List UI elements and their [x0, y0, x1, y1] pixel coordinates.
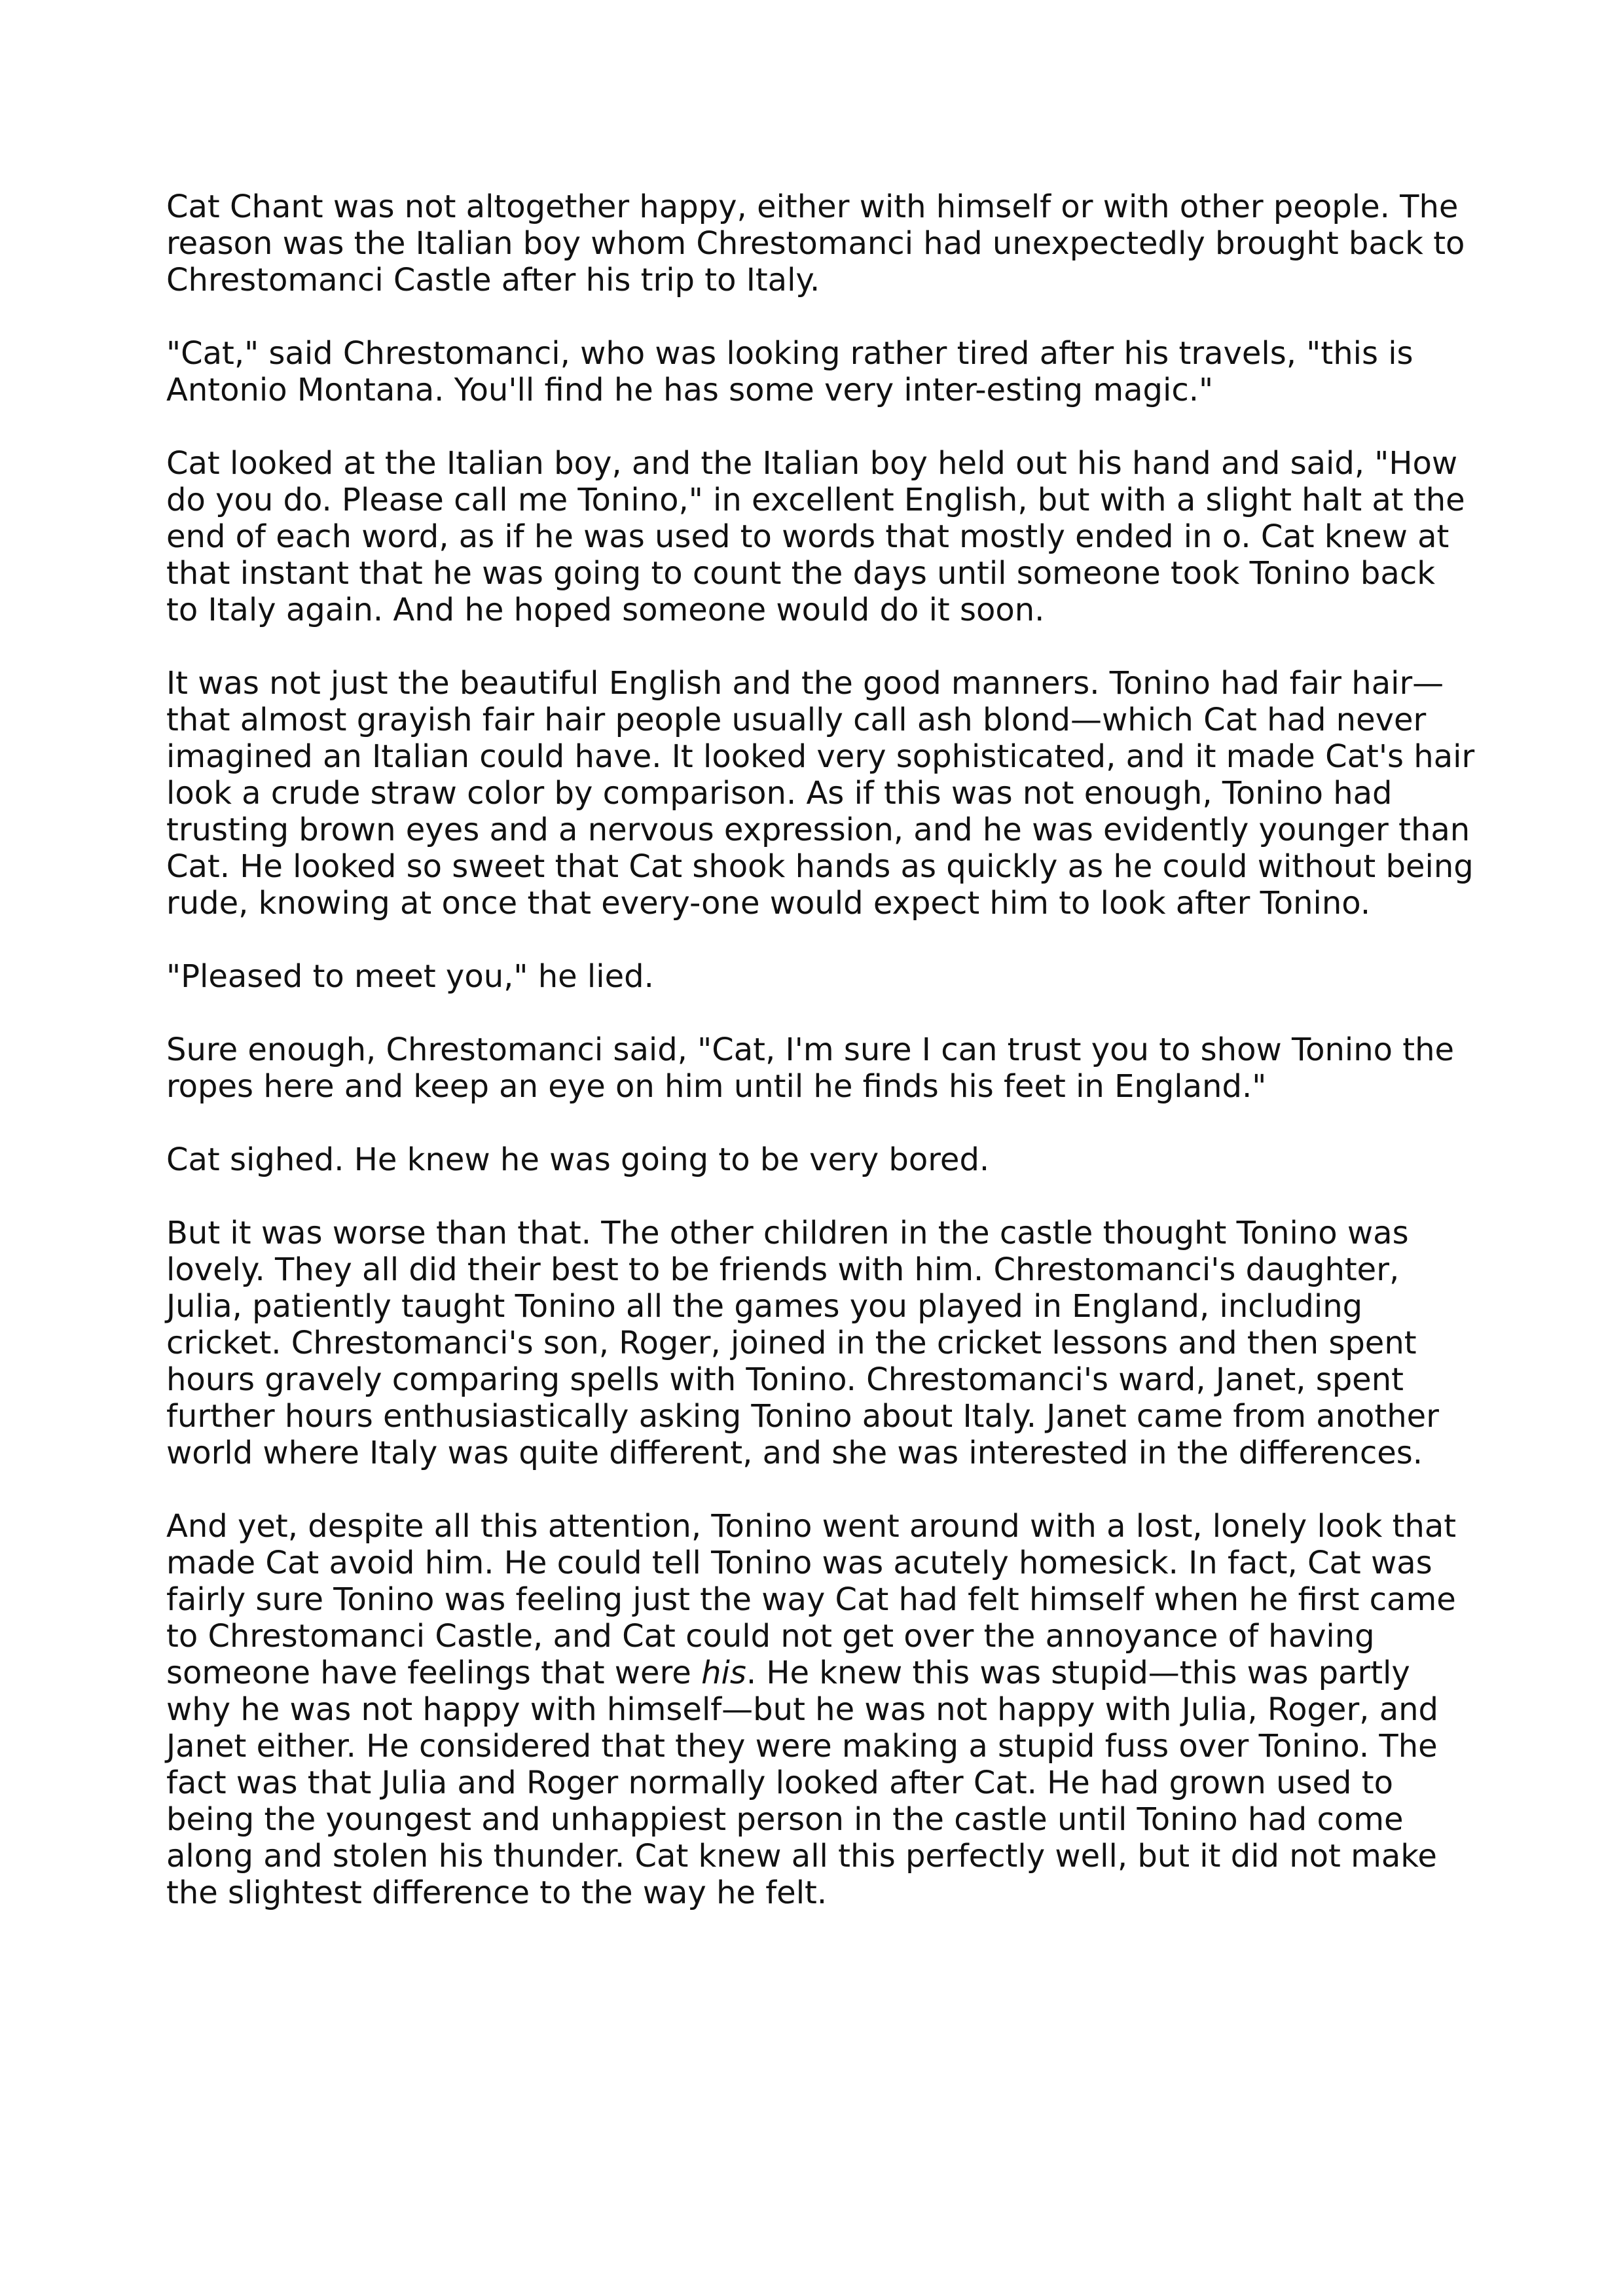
document-page [166, 188, 1476, 1911]
paragraph-9 [166, 1508, 1476, 1911]
emphasis-his: his [701, 1655, 746, 1691]
paragraph-6: Sure enough, Chrestomanci said, "Cat, I'm sure I can trust you to show Tonino the ropes here and keep an eye on him until he finds his feet in England." [166, 1031, 1455, 1105]
paragraph-9-part-2: . He knew this was stupid—this was partly why he was not happy with himself—but he was not happy with Julia, Roger, and Janet either. He considered that they were making a stupid fuss over Tonino. The fact was that Julia and Roger normally looked after Cat. He had grown used to being the youngest and unhappiest person in the castle until Tonino had come along and stolen his thunder. Cat knew all this perfectly well, but it did not make the slightest difference to the way he felt. [166, 1655, 1438, 1911]
paragraph-3: Cat looked at the Italian boy, and the Italian boy held out his hand and said, "How do you do. Please call me Tonino," in excellent English, but with a slight halt at the end of each word, as if he was used to words that mostly ended in o. Cat knew at that instant that he was going to count the days until someone took Tonino back to Italy again. And he hoped someone would do it soon. [166, 445, 1465, 628]
paragraph-7: Cat sighed. He knew he was going to be very bored. [166, 1141, 990, 1178]
paragraph-4: It was not just the beautiful English and the good manners. Tonino had fair hair—that almost grayish fair hair people usually call ash blond—which Cat had never imagined an Italian could have. It looked very sophisticated, and it made Cat's hair look a crude straw color by comparison. As if this was not enough, Tonino had trusting brown eyes and a nervous expression, and he was evidently younger than Cat. He looked so sweet that Cat shook hands as quickly as he could without being rude, knowing at once that every-one would expect him to look after Tonino. [166, 665, 1475, 922]
paragraph-5: "Pleased to meet you," he lied. [166, 958, 654, 995]
paragraph-8: But it was worse than that. The other children in the castle thought Tonino was lovely. They all did their best to be friends with him. Chrestomanci's daughter, Julia, patiently taught Tonino all the games you played in England, including cricket. Chrestomanci's son, Roger, joined in the cricket lessons and then spent hours gravely comparing spells with Tonino. Chrestomanci's ward, Janet, spent further hours enthusiastically asking Tonino about Italy. Janet came from another world where Italy was quite different, and she was interested in the differences. [166, 1215, 1439, 1471]
paragraph-1: Cat Chant was not altogether happy, either with himself or with other people. The reason was the Italian boy whom Chrestomanci had unexpectedly brought back to Chrestomanci Castle after his trip to Italy. [166, 188, 1465, 298]
paragraph-9-part-1: And yet, despite all this attention, Tonino went around with a lost, lonely look that made Cat avoid him. He could tell Tonino was acutely homesick. In fact, Cat was fairly sure Tonino was feeling just the way Cat had felt himself when he first came to Chrestomanci Castle, and Cat could not get over the annoyance of having someone have feelings that were [166, 1508, 1457, 1691]
paragraph-2: "Cat," said Chrestomanci, who was looking rather tired after his travels, "this is Antonio Montana. You'll find he has some very inter-esting magic." [166, 335, 1413, 408]
